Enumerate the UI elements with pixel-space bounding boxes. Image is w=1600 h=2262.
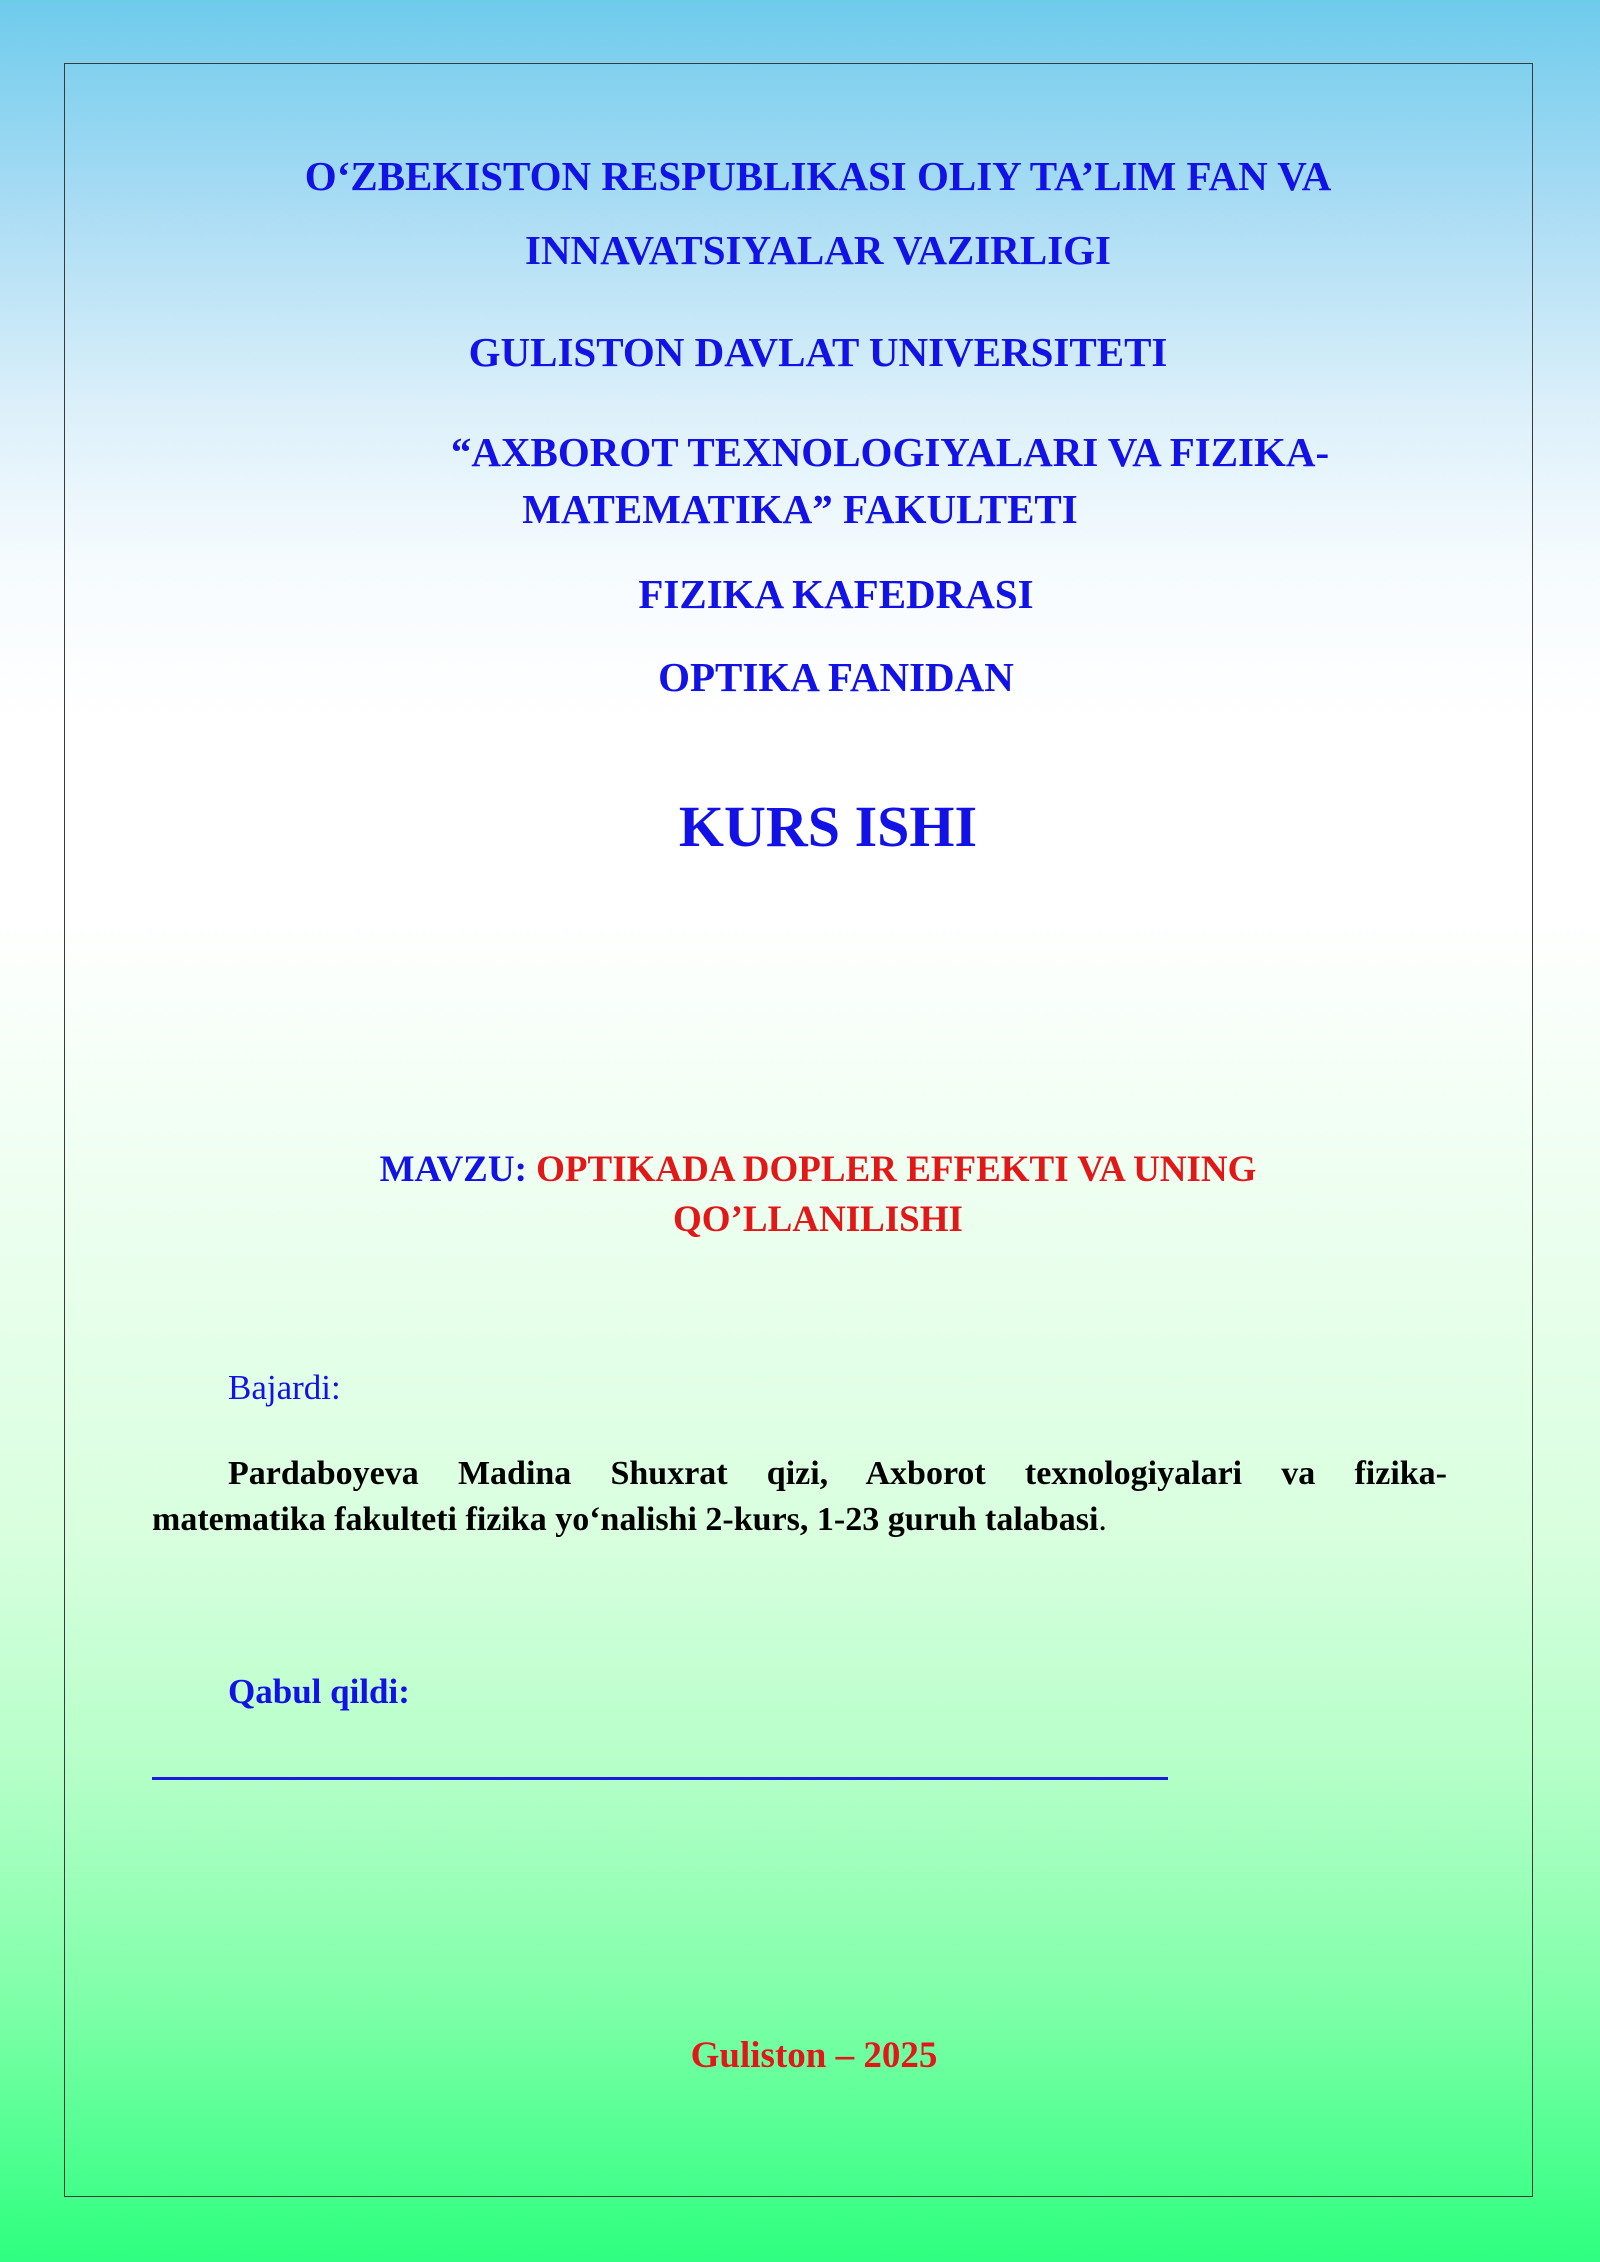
subject-name: OPTIKA FANIDAN [658, 654, 1014, 700]
ministry-line-2: INNAVATSIYALAR VAZIRLIGI [524, 227, 1111, 273]
performer-details-period: . [1098, 1501, 1107, 1538]
performer-details-line-2-text: matematika fakulteti fizika yo‘nalishi 2-kurs, 1-23 guruh talabasi [152, 1501, 1099, 1538]
city-year: Guliston – 2025 [690, 2035, 938, 2076]
university-name: GULISTON DAVLAT UNIVERSITETI [468, 329, 1168, 375]
topic-label: MAVZU: [379, 1149, 527, 1190]
topic-line-1 [18, 1148, 1600, 1191]
reviewer-label: Qabul qildi: [228, 1672, 410, 1711]
department-name: FIZIKA KAFEDRASI [638, 571, 1034, 617]
document-type-title: KURS ISHI [678, 794, 978, 859]
faculty-line-1: “AXBOROT TEXNOLOGIYALARI VA FIZIKA- [450, 429, 1330, 475]
signature-line [152, 1777, 1168, 1780]
page-border [64, 63, 1533, 2197]
performer-label: Bajardi: [228, 1368, 341, 1407]
ministry-line-1: O‘ZBEKISTON RESPUBLIKASI OLIY TA’LIM FAN VA [304, 153, 1332, 199]
performer-details-line-1: Pardaboyeva Madina Shuxrat qizi, Axborot texnologiyalari va fizika- [228, 1455, 1447, 1492]
topic-title-line-1: OPTIKADA DOPLER EFFEKTI VA UNING [536, 1149, 1257, 1190]
performer-details [152, 1455, 1447, 1539]
topic-title-line-2: QO’LLANILISHI [673, 1199, 963, 1240]
performer-details-line-2 [152, 1501, 1447, 1539]
faculty-line-2: MATEMATIKA” FAKULTETI [522, 486, 1078, 532]
